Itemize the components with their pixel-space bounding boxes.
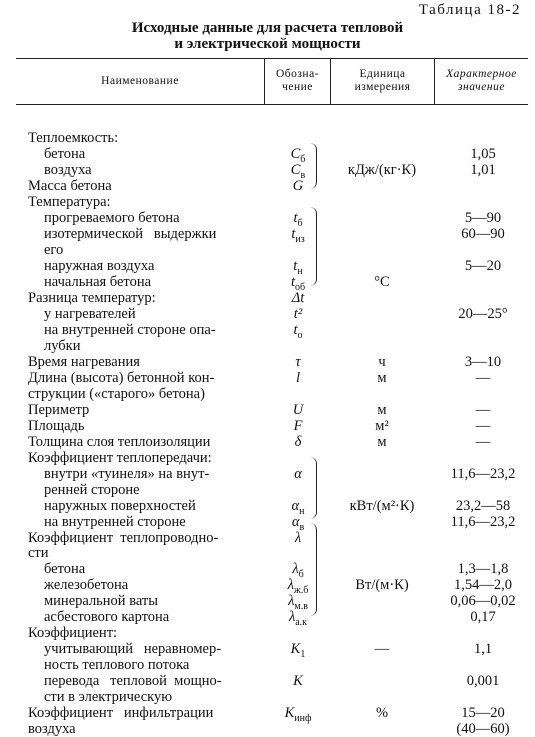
row-unit: °С [374,273,390,290]
table-row [0,530,535,546]
row-unit: ч [378,353,386,370]
table-row [0,657,535,673]
row-value: 1,1 [473,641,493,658]
row-symbol: τ [295,353,301,370]
row-name: начальная бетона [44,273,152,290]
row-symbol: G [292,177,304,194]
row-name: внутри «туинеля» на внут- [44,465,210,482]
row-symbol: K [293,673,303,690]
table-row [0,161,535,181]
row-unit: м [377,433,387,450]
bracket [310,207,317,286]
row-value: 0,001 [466,673,500,690]
row-name: воздуха [44,161,92,178]
table-row [0,577,535,597]
table-row [0,450,535,466]
row-name: бетона [44,145,86,162]
table-row [0,354,535,370]
row-value: 1,05 [470,145,496,162]
table-row [0,130,535,146]
row-symbol: F [293,417,303,434]
table-row [0,609,535,629]
row-name: Коэффициент теплопередачи: [28,449,212,466]
row-unit: кДж/(кг·К) [347,161,417,178]
table-number: Таблица 18-2 [418,2,521,18]
table-row [0,418,535,434]
table-row [0,370,535,386]
row-unit: % [375,705,389,722]
row-value: 1,01 [470,161,496,178]
table-row [0,497,535,517]
row-name: на внутренней стороне [44,513,186,530]
table-title-line1: Исходные данные для расчета тепловой [131,20,404,36]
row-unit: — [374,641,390,658]
table-row [0,482,535,498]
table-row [0,209,535,229]
table-row [0,466,535,482]
table-row [0,225,535,245]
row-symbol: Δt [291,289,305,306]
row-name: сти [28,545,49,562]
row-symbol: δ [294,433,302,450]
table-row [0,321,535,341]
row-value: 23,2—58 [455,497,511,514]
table-row [0,545,535,561]
row-name: перевода тепловой мощно- [44,673,222,690]
row-name: у нагревателей [44,305,136,322]
row-symbol: $t_н$ [293,257,303,277]
row-symbol: $K_1$ [290,641,306,661]
table-row [0,721,535,737]
table-title-line2: и электрической мощности [174,36,361,52]
row-value: (40—60) [456,721,510,737]
table-row [0,705,535,725]
row-symbol: $\lambda_{а.к}$ [288,609,308,629]
row-name: лубки [44,337,81,354]
row-value: 1,3—1,8 [457,561,509,578]
row-name: Площадь [28,417,85,434]
header-unit: Единица измерения [354,68,411,93]
row-symbol: $C_б$ [290,145,306,165]
row-symbol: $t_б$ [293,209,303,229]
table-row [0,178,535,194]
row-name: Толщина слоя теплоизоляции [28,433,211,450]
row-value: 5—90 [464,209,502,226]
table-row [0,257,535,277]
header-symbol: Обозна- чение [275,68,320,93]
row-symbol: $\lambda_б$ [292,561,304,581]
table-row [0,641,535,661]
row-symbol: λ [294,529,302,546]
bracket [310,523,317,616]
row-name: бетона [44,561,86,578]
row-symbol: $t_{из}$ [291,225,305,245]
row-name: Масса бетона [28,177,112,194]
table-row [0,145,535,165]
row-value: — [475,369,491,386]
table-row [0,290,535,306]
row-value: — [475,433,491,450]
row-unit: кВт/(м²·К) [349,497,415,514]
row-value: 60—90 [461,225,505,242]
row-name: учитывающий неравномер- [44,641,222,658]
row-name: прогреваемого бетона [44,209,180,226]
row-value: 15—20 [461,705,505,722]
row-name: наружных поверхностей [44,497,196,514]
row-symbol: $\lambda_{м.в}$ [288,593,308,613]
row-symbol: $t_о$ [293,321,303,341]
row-name: сти в электрическую [44,689,173,706]
row-symbol: U [292,401,304,418]
row-value: 1,54—2,0 [454,577,512,594]
table-row [0,242,535,258]
row-symbol: $\lambda_{ж.б}$ [287,577,309,597]
row-symbol: $\alpha_в$ [291,513,305,533]
row-value: 0,17 [470,609,496,626]
table-row [0,434,535,450]
row-name: Периметр [28,401,90,418]
row-value: 0,06—0,02 [450,593,516,610]
bracket [310,143,317,189]
row-name: Разница температур: [28,289,156,306]
table-row [0,273,535,293]
row-name: наружная воздуха [44,257,155,274]
table-row [0,402,535,418]
row-name: на внутренней стороне опа- [44,321,216,338]
row-name: его [44,241,64,258]
row-symbol: $t_{об}$ [290,273,306,293]
table-row [0,673,535,689]
row-value: 11,6—23,2 [450,513,516,530]
row-name: Коэффициент: [28,625,118,642]
row-unit: Вт/(м·К) [355,577,409,594]
table-row [0,625,535,641]
row-name: воздуха [28,721,76,737]
row-value: — [475,401,491,418]
row-name: Коэффициент инфильтрации [28,705,214,722]
row-value: 20—25° [458,305,508,322]
row-name: ренней стороне [44,481,140,498]
row-symbol: $K_{инф}$ [284,705,312,725]
row-name: ность теплового потока [44,657,190,674]
row-name: Температура: [28,193,111,210]
header-value: Характерное значение [446,68,517,93]
row-value: 11,6—23,2 [450,465,516,482]
row-symbol: $\alpha_н$ [291,497,305,517]
table-row [0,689,535,705]
table-row [0,561,535,581]
row-value: 3—10 [464,353,502,370]
row-name: железобетона [44,577,129,594]
row-symbol: α [294,465,302,482]
row-value: 5—20 [464,257,502,274]
table-row [0,338,535,354]
table-row [0,194,535,210]
header-bottom-rule [16,104,528,105]
row-name: Коэффициент теплопроводно- [28,529,219,546]
row-symbol: l [295,369,301,386]
table-row [0,306,535,322]
table-row [0,513,535,533]
row-unit: м [377,401,387,418]
row-name: изотермической выдержки [44,225,217,242]
row-symbol: $C_в$ [290,161,306,181]
row-unit: м [377,369,387,386]
bracket [310,457,317,519]
row-name: Теплоемкость: [28,130,119,146]
row-value: — [475,417,491,434]
row-name: Длина (высота) бетонной кон- [28,369,215,386]
row-name: Время нагревания [28,353,140,370]
row-name: асбестового картона [44,609,170,626]
row-name: струкции («старого» бетона) [28,385,205,402]
header-name: Наименование [101,74,179,87]
row-unit: м² [375,417,389,434]
table-row [0,593,535,613]
table-row [0,386,535,402]
row-name: минеральной ваты [44,593,158,610]
row-symbol: t² [293,305,303,322]
